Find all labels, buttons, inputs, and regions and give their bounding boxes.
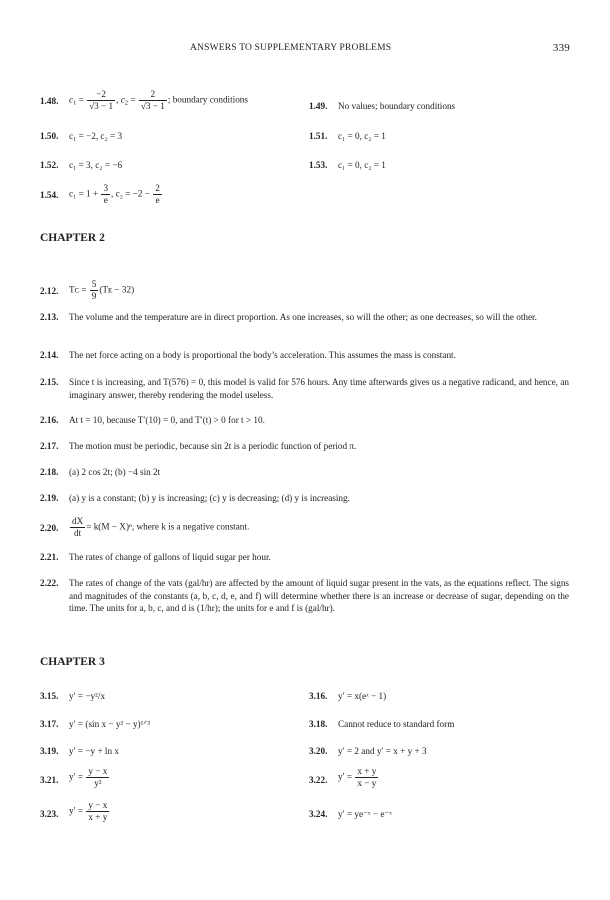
page-number: 339 bbox=[552, 42, 570, 54]
fraction: $\frac{y - x}{x + y}$ bbox=[88, 800, 108, 822]
fraction: $\frac{-2}{√3 - 1}$ bbox=[89, 89, 114, 111]
chapter-heading: CHAPTER 2 bbox=[40, 232, 105, 244]
fraction: $\frac{3}{e}$ bbox=[103, 183, 109, 205]
chapter-heading: CHAPTER 3 bbox=[40, 656, 105, 668]
fraction: $\frac{x + y}{x - y}$ bbox=[357, 766, 377, 788]
fraction: $\frac{2}{e}$ bbox=[155, 183, 160, 205]
document-page: ANSWERS TO SUPPLEMENTARY PROBLEMS 339 1.48. $c_1$ = $\frac{-2}{√3 - 1}$ , $c_2$ = $\frac{2}{√3 - 1}$ ; boundary conditions 1.49. No values; boundary conditions 1.50. c₁ = −2, c₂ = 3 1.51. c₁ = 0, c₂ = 1 1.52. c₁ = 3, c₂ = −6 1.53. c₁ = 0, c₂ = 1 1.54. c₁ = 1 + $\frac{3}{e}$ , c₂ = −2 − $\frac{2}{e}$ CHAPTER 2 2.12. Tᴄ = $\frac{5}{9}$ (Tᴇ − 32) 2.13. The volume and the temperature are in direct proportion. As one increases, so will the other; as one decreases, so will the other. 2.14. The net force acting on a body is proportional the body’s acceleration. This assumes the mass is constant. 2.15. Since t is increasing, and T(576) = 0, this model is valid for 576 hours. Any time afterwards gives us a negative radicand, and hence, an imaginary answer, thereby rendering the model useless. 2.16. At t = 10, because T′(10) = 0, and T′(t) > 0 for t > 10. 2.17. The motion must be periodic, because sin 2t is a periodic function of period π. 2.18. (a) 2 cos 2t; (b) −4 sin 2t 2.19. (a) y is a constant; (b) y is increasing; (c) y is decreasing; (d) y is increasing. 2.20. $\frac{dX}{dt}$ = k(M − X)ⁿ, where k is a negative constant. 2.21. The rates of change of gallons of liquid sugar per hour. 2.22. The rates of change of the vats (gal/hr) are affected by the amount of liquid sugar present in the vats, as the equations reflect. The signs and magnitudes of the constants (a, b, c, d, e, and f) will determine whether there is an increase or decrease of sugar, depending on the time. The units for a, b, c, and d is (1/hr); the units for e and f is (gal/hr). CHAPTER 3 3.15. y′ = −y²/x 3.16. y′ = x(eˣ − 1) 3.17. y′ = (sin x − y² − y)¹ᐟ³ 3.18. Cannot reduce to standard form 3.19. y′ = −y + ln x 3.20. y′ = 2 and y′ = x + y + 3 3.21. y′ = $\frac{y - x}{\text{y²}}$ 3.22. y′ = $\frac{x + y}{x - y}$ 3.23. y′ = $\frac{y - x}{x + y}$ 3.24. y′ = ye⁻ˣ − e⁻ˣ bbox=[40, 42, 570, 822]
fraction: $\frac{dX}{dt}$ bbox=[72, 516, 84, 538]
fraction: $\frac{2}{√3 - 1}$ bbox=[140, 89, 165, 111]
fraction: $\frac{y - x}{\text{y²}}$ bbox=[88, 766, 108, 788]
header-title: ANSWERS TO SUPPLEMENTARY PROBLEMS bbox=[190, 43, 392, 53]
fraction: $\frac{5}{9}$ bbox=[91, 279, 97, 301]
